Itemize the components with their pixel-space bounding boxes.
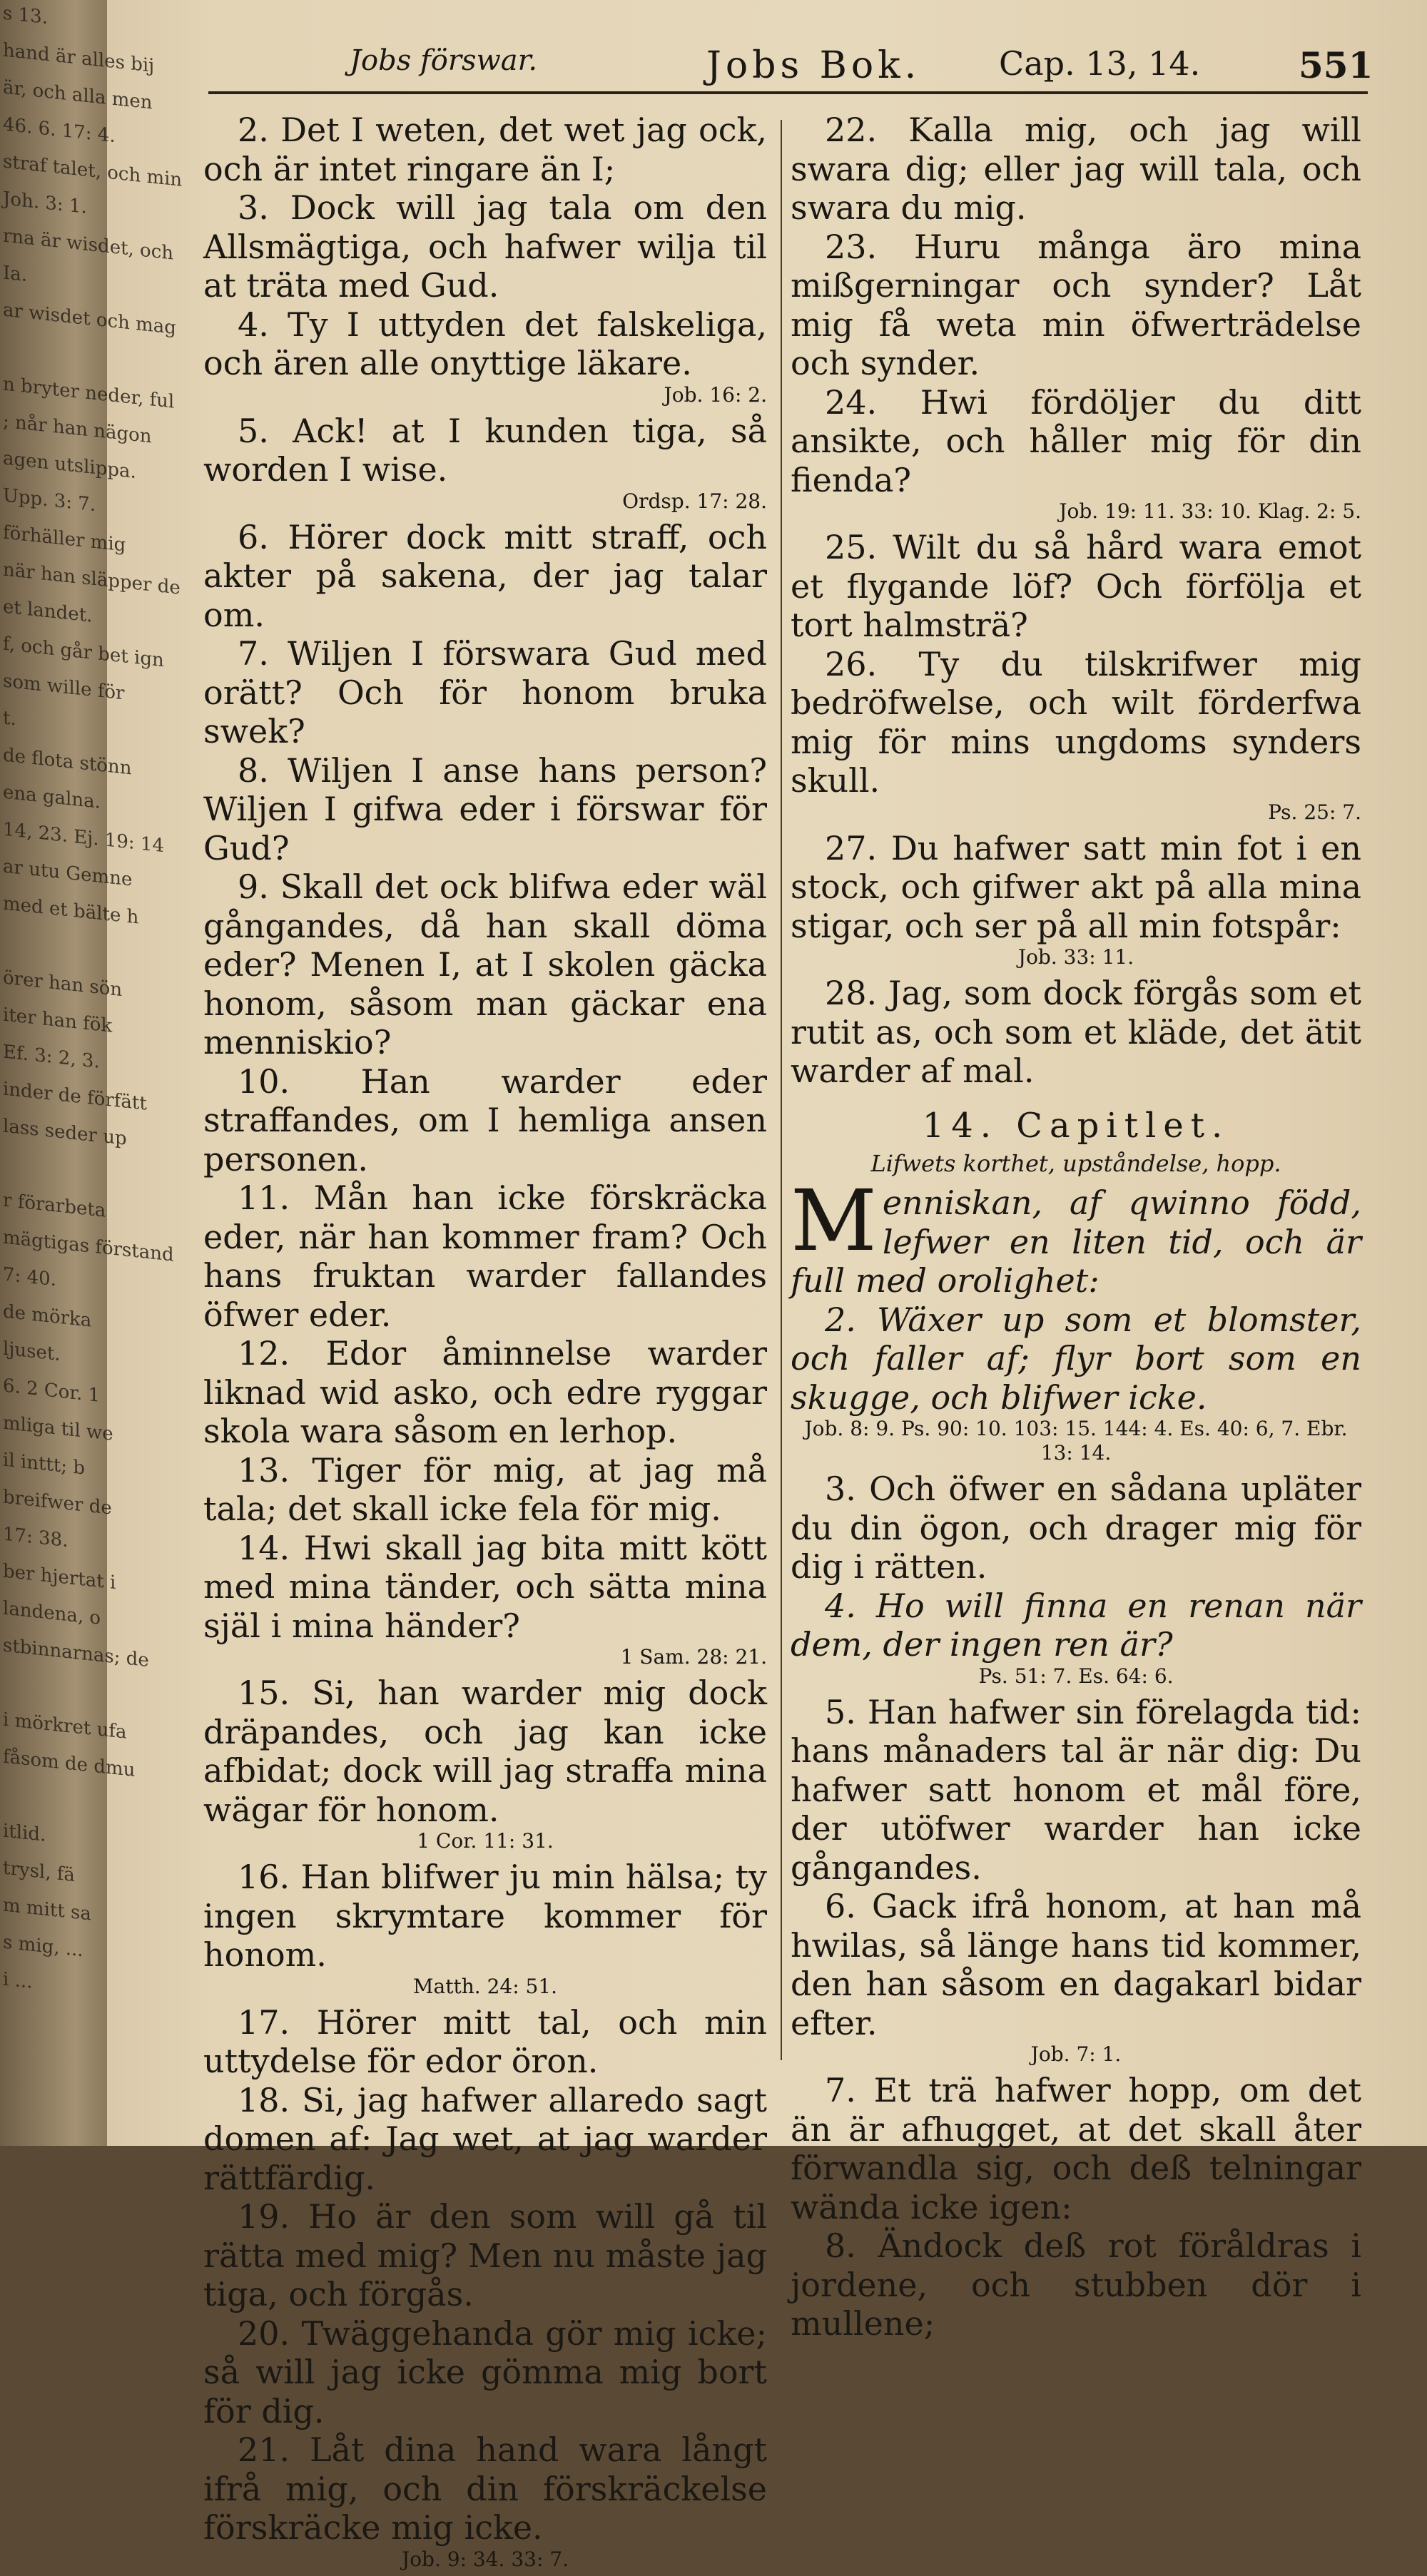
cross-reference: Ps. 25: 7. [1268,800,1361,824]
cross-reference: Ordsp. 17: 28. [622,489,767,513]
previous-page-fragment: Ef. 3: 2, 3. [3,1041,100,1073]
verse: 9. Skall det ock blifwa eder wäl gångandes, då han skall döma eder? Menen I, at I skolen gäcka honom, såsom man gäckar ena menniskio? [203,867,767,1062]
verse: 20. Twäggehanda gör mig icke; så will jag icke gömma mig bort för dig. [203,2313,767,2430]
verse: 13. Tiger för mig, at jag må tala; det skall icke fela för mig. [203,1450,767,1528]
previous-page-fragment: fåsom de dmu [3,1746,136,1782]
chapter-title: 14. Capitlet. [922,1105,1230,1146]
verse: 11. Mån han icke förskräcka eder, när han kommer fram? Och hans fruktan warder fallandes öfwer eder. [203,1178,767,1334]
previous-page-fragment: agen utslippa. [3,447,136,484]
previous-page-fragment: il inttt; b [3,1449,85,1480]
right-column [791,111,1361,2343]
previous-page-fragment: de mörka [3,1300,92,1332]
previous-page-fragment: straf talet, och min [3,151,183,191]
header-book-title: Jobs Bok. [706,44,921,87]
cross-reference: 1 Sam. 28: 21. [620,1645,767,1669]
verse: 26. Ty du tilskrifwer mig bedröfwelse, och wilt förderfwa mig för mins ungdoms synders skull. [791,644,1361,800]
previous-page-fragment: Ia. [3,262,28,287]
previous-page-fragment: trysl, fä [3,1857,75,1887]
previous-page-fragment: när han släpper de [3,559,181,599]
verse: 24. Hwi fördöljer du ditt ansikte, och håller mig för din fienda? [791,382,1361,499]
verse: 3. Och öfwer en sådana upläter du din ögon, och drager mig för dig i rätten. [791,1470,1361,1586]
verse: 23. Huru många äro mina mißgerningar och synder? Låt mig få weta min öfwerträdelse och synder. [791,227,1361,382]
previous-page-fragment: rna är wisdet, och [3,225,174,265]
cross-reference: 1 Cor. 11: 31. [417,1829,554,1853]
previous-page-fragment: stbinnarnas; de [3,1634,149,1672]
verse: 2. Det I weten, det wet jag ock, och är intet ringare än I; [203,111,767,188]
verse: 28. Jag, som dock förgås som et rutit as, och som et kläde, det ätit warder af mal. [791,974,1361,1090]
verse: 6. Gack ifrå honom, at han må hwilas, så länge hans tid kommer, den han såsom en dagakarl bidar efter. [791,1887,1361,2042]
cross-reference: Job. 19: 11. 33: 10. Klag. 2: 5. [1059,499,1361,523]
verse: 19. Ho är den som will gå til rätta med mig? Men nu måste jag tiga, och förgås. [203,2197,767,2313]
previous-page-fragment: örer han sön [3,967,123,1002]
previous-page-fragment: lass seder up [3,1115,127,1150]
previous-page-fragment: ar wisdet och mag [3,299,176,340]
verse: 10. Han warder eder straffandes, om I hemliga ansen personen. [203,1062,767,1178]
previous-page-fragment: f, och går bet ign [3,633,164,672]
cross-reference: Job. 33: 11. [1017,945,1134,969]
verse: 22. Kalla mig, och jag will swara dig; eller jag will tala, och swara du mig. [791,111,1361,227]
previous-page-fragment: ; når han nägon [3,410,152,448]
verse: 7. Wiljen I förswara Gud med orätt? Och för honom bruka swek? [203,634,767,750]
previous-page-fragment: mliga til we [3,1412,113,1445]
previous-page-fragment: inder de förfätt [3,1078,147,1115]
verse: 8. Wiljen I anse hans person? Wiljen I gifwa eder i förswar för Gud? [203,750,767,867]
previous-page-fragment: et landet. [3,596,93,627]
previous-page-fragment: i ... [3,1968,33,1993]
previous-page-fragment: ber hjertat i [3,1560,116,1594]
first-verse-text: enniskan, af qwinno född, lefwer en liten tid, och är full med orolighet: [791,1183,1361,1300]
previous-page-fragment: är, och alla men [3,76,153,114]
previous-page-fragment: 46. 6. 17: 4. [3,113,116,148]
previous-page-fragment: ar utu Gemne [3,855,133,891]
verse: 14. Hwi skall jag bita mitt kött med mina tänder, och sätta mina själ i mina händer? [203,1528,767,1645]
header-chapter: Cap. 13, 14. [999,44,1201,83]
previous-page-fragment: 6. 2 Cor. 1 [3,1375,101,1407]
previous-page-fragment: breifwer de [3,1486,112,1519]
verse: 15. Si, han warder mig dock dräpandes, och jag kan icke afbidat; dock will jag straffa mina wägar för honom. [203,1674,767,1829]
cross-reference: Job. 8: 9. Ps. 90: 10. 103: 15. 144: 4. Es. 40: 6, 7. Ebr. 13: 14. [804,1417,1348,1465]
page-number: 551 [1299,44,1373,86]
previous-page-fragment: itlid. [3,1820,46,1846]
column-divider [781,120,782,2060]
previous-page-fragment: Upp. 3: 7. [3,484,96,516]
cross-reference: Job. 9: 34. 33: 7. [401,2547,569,2571]
previous-page-fragment: 14, 23. Ej. 19: 14 [3,818,164,857]
previous-page-fragment: som wille för [3,670,125,705]
verse: 7. Et trä hafwer hopp, om det än är afhugget, at det skall åter förwandla sig, och deß telningar wända icke igen: [791,2071,1361,2226]
cross-reference: Matth. 24: 51. [412,1974,558,1998]
verse: 4. Ho will finna en renan när dem, der ingen ren är? [791,1586,1361,1664]
verse: 17. Hörer mitt tal, och min uttydelse för edor öron. [203,2002,767,2080]
previous-page-fragment: Joh. 3: 1. [3,188,87,218]
previous-page-fragment: ena galna. [3,781,101,813]
previous-page-fragment: mägtigas förstand [3,1226,174,1266]
previous-page-fragment: landena, o [3,1597,101,1629]
previous-page-fragment: s 13. [3,2,48,29]
verse: 3. Dock will jag tala om den Allsmägtiga, och hafwer wilja til at träta med Gud. [203,188,767,305]
previous-page-fragment: iter han fök [3,1004,113,1037]
drop-cap: M [791,1171,877,1270]
cross-reference: Ps. 51: 7. Es. 64: 6. [978,1664,1174,1688]
previous-page-fragment: m mitt sa [3,1894,91,1925]
previous-page-fragment: r förarbeta [3,1189,106,1222]
previous-page-fragment: hand är alles bij [3,39,155,77]
header-section-title: Jobs förswar. [350,44,538,77]
verse: 12. Edor åminnelse warder liknad wid asko, och edre ryggar skola wara såsom en lerhop. [203,1334,767,1450]
verse: 16. Han blifwer ju min hälsa; ty ingen skrymtare kommer för honom. [203,1858,767,1974]
previous-page-fragment: 17: 38. [3,1523,68,1552]
previous-page-fragment: i mörkret ufa [3,1709,127,1743]
previous-page-fragment: 7: 40. [3,1263,56,1291]
cross-reference: Job. 7: 1. [1030,2042,1122,2066]
verse: 21. Låt dina hand wara långt ifrå mig, och din förskräckelse förskräcke mig icke. [203,2430,767,2547]
verse: 8. Ändock deß rot föråldras i jordene, och stubben dör i mullene; [791,2226,1361,2343]
cross-reference: Job. 16: 2. [664,382,767,407]
previous-page-fragment: med et bälte h [3,892,139,929]
previous-page-fragment: förhäller mig [3,521,126,556]
header-rule [208,91,1368,94]
verse: 6. Hörer dock mitt straff, och akter på sakena, der jag talar om. [203,517,767,634]
previous-page-fragment: ljuset. [3,1338,61,1366]
first-verse [791,1171,1361,1300]
verse: 18. Si, jag hafwer allaredo sagt domen af: Jag wet, at jag warder rättfärdig. [203,2080,767,2197]
verse: 27. Du hafwer satt min fot i en stock, och gifwer akt på alla mina stigar, och ser på all min fotspår: [791,828,1361,945]
verse: 5. Ack! at I kunden tiga, så worden I wise. [203,411,767,489]
left-column [203,111,767,2576]
previous-page-fragment: t. [3,707,16,730]
verse: 5. Han hafwer sin förelagda tid: hans månaders tal är när dig: Du hafwer satt honom et mål före, der utöfwer warder han icke gångandes. [791,1692,1361,1887]
previous-page-fragment: s mig, ... [3,1931,83,1962]
previous-page-edge [0,0,183,2146]
chapter-summary: Lifwets korthet, upståndelse, hopp. [870,1150,1281,1177]
verse: 4. Ty I uttyden det falskeliga, och ären alle onyttige läkare. [203,305,767,382]
previous-page-fragment: n bryter neder, ful [3,373,175,413]
verse: 25. Wilt du så hård wara emot et flygande löf? Och förfölja et tort halmsträ? [791,528,1361,644]
verse: 2. Wäxer up som et blomster, och faller af; flyr bort som en skugge, och blifwer icke. [791,1300,1361,1417]
previous-page-fragment: de flota stönn [3,744,132,780]
